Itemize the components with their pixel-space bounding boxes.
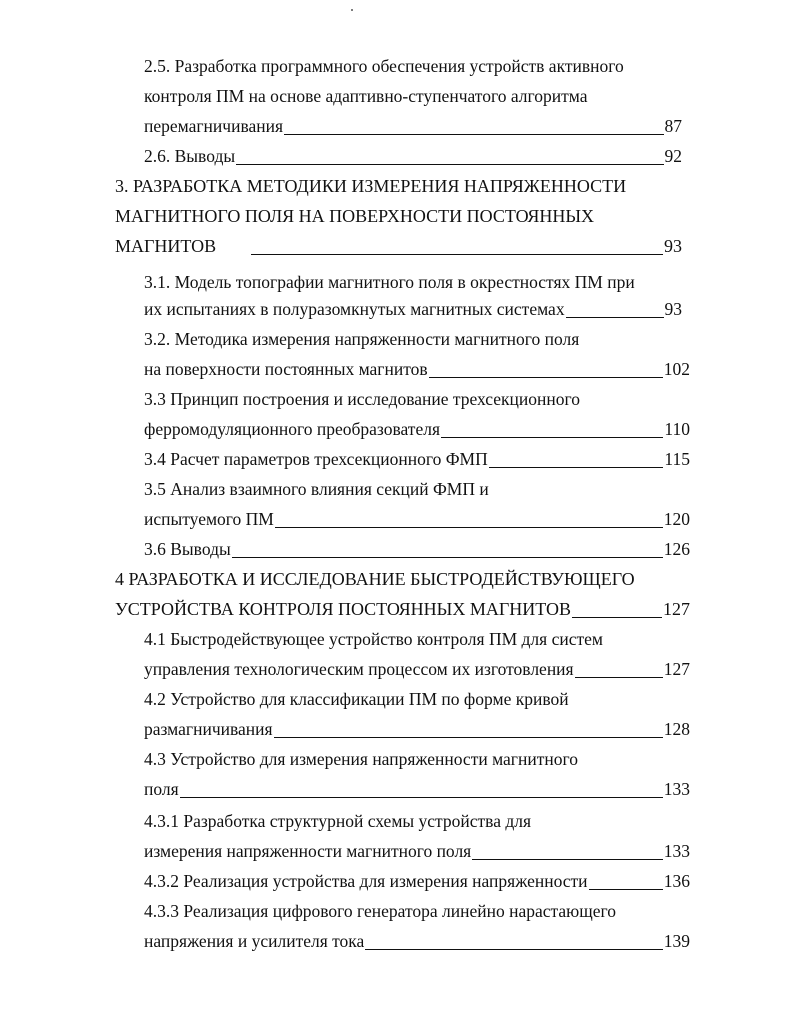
leader-line (232, 557, 663, 558)
toc-entry-3-5-line-2: испытуемого ПМ 120 (144, 504, 690, 534)
page-number: 126 (663, 539, 690, 559)
page-number: 120 (663, 509, 690, 529)
toc-chapter-3-line-2: МАГНИТНОГО ПОЛЯ НА ПОВЕРХНОСТИ ПОСТОЯННЫХ (115, 206, 595, 226)
page-number: 93 (664, 299, 682, 319)
toc-entry-3-3-line-1: 3.3 Принцип построения и исследование трехсекционного (144, 389, 580, 409)
page-number: 115 (664, 449, 690, 469)
toc-chapter-3-line-1: 3. РАЗРАБОТКА МЕТОДИКИ ИЗМЕРЕНИЯ НАПРЯЖЕННОСТИ (115, 176, 627, 196)
toc-entry-3-2-line-1: 3.2. Методика измерения напряженности магнитного поля (144, 329, 580, 349)
toc-chapter-3-line-3: МАГНИТОВ 93 (115, 231, 682, 261)
leader-line (575, 677, 663, 678)
toc-entry-2-6: 2.6. Выводы 92 (144, 141, 682, 171)
toc-entry-2-5-line-3: перемагничивания 87 (144, 111, 682, 141)
leader-line (441, 437, 663, 438)
page-number: 110 (664, 419, 690, 439)
leader-line (489, 467, 664, 468)
leader-line (572, 617, 662, 618)
toc-entry-2-5-line-2: контроля ПМ на основе адаптивно-ступенчатого алгоритма (144, 86, 588, 106)
toc-chapter-4-line-2: УСТРОЙСТВА КОНТРОЛЯ ПОСТОЯННЫХ МАГНИТОВ 127 (115, 594, 690, 624)
toc-chapter-4-line-1: 4 РАЗРАБОТКА И ИССЛЕДОВАНИЕ БЫСТРОДЕЙСТВУЮЩЕГО (115, 569, 635, 589)
toc-entry-3-3-line-2: ферромодуляционного преобразователя 110 (144, 414, 690, 444)
toc-entry-4-3-2: 4.3.2 Реализация устройства для измерения напряженности 136 (144, 866, 690, 896)
page-number: 93 (664, 236, 682, 256)
toc-entry-2-5-line-1: 2.5. Разработка программного обеспечения устройств активного (144, 56, 624, 76)
toc-entry-4-3-1-line-1: 4.3.1 Разработка структурной схемы устройства для (144, 811, 532, 831)
page-number: 133 (663, 779, 690, 799)
page-number: 133 (663, 841, 690, 861)
toc-entry-3-4: 3.4 Расчет параметров трехсекционного ФМП 115 (144, 444, 690, 474)
leader-line (365, 949, 662, 950)
page-number: 92 (664, 146, 682, 166)
leader-line (180, 797, 663, 798)
toc-entry-4-2-line-2: размагничивания 128 (144, 714, 690, 744)
leader-line (236, 164, 663, 165)
page-number: 102 (663, 359, 690, 379)
toc-entry-4-1-line-1: 4.1 Быстродействующее устройство контроля ПМ для систем (144, 629, 603, 649)
leader-line (472, 859, 663, 860)
leader-line (284, 134, 663, 135)
toc-entry-3-5-line-1: 3.5 Анализ взаимного влияния секций ФМП и (144, 479, 489, 499)
scan-speck (351, 9, 353, 11)
leader-line (566, 317, 664, 318)
toc-entry-4-3-1-line-2: измерения напряженности магнитного поля 133 (144, 836, 690, 866)
toc-entry-4-3-line-2: поля 133 (144, 774, 690, 804)
page-number: 127 (663, 599, 690, 619)
toc-entry-4-3-line-1: 4.3 Устройство для измерения напряженности магнитного (144, 749, 578, 769)
toc-entry-3-1-line-2: их испытаниях в полуразомкнутых магнитных системах 93 (144, 294, 682, 324)
toc-entry-4-3-3-line-2: напряжения и усилителя тока 139 (144, 926, 690, 956)
leader-line (274, 737, 663, 738)
page-number: 136 (663, 871, 690, 891)
page-number: 128 (663, 719, 690, 739)
leader-line (275, 527, 663, 528)
toc-entry-3-6: 3.6 Выводы 126 (144, 534, 690, 564)
leader-line (251, 254, 663, 255)
leader-line (589, 889, 663, 890)
toc-entry-3-1-line-1: 3.1. Модель топографии магнитного поля в окрестностях ПМ при (144, 272, 635, 292)
toc-entry-3-2-line-2: на поверхности постоянных магнитов 102 (144, 354, 690, 384)
page-number: 139 (663, 931, 690, 951)
toc-entry-4-1-line-2: управления технологическим процессом их изготовления 127 (144, 654, 690, 684)
toc-entry-4-2-line-1: 4.2 Устройство для классификации ПМ по форме кривой (144, 689, 569, 709)
leader-line (429, 377, 663, 378)
page-number: 87 (664, 116, 682, 136)
page-number: 127 (663, 659, 690, 679)
toc-entry-4-3-3-line-1: 4.3.3 Реализация цифрового генератора линейно нарастающего (144, 901, 616, 921)
